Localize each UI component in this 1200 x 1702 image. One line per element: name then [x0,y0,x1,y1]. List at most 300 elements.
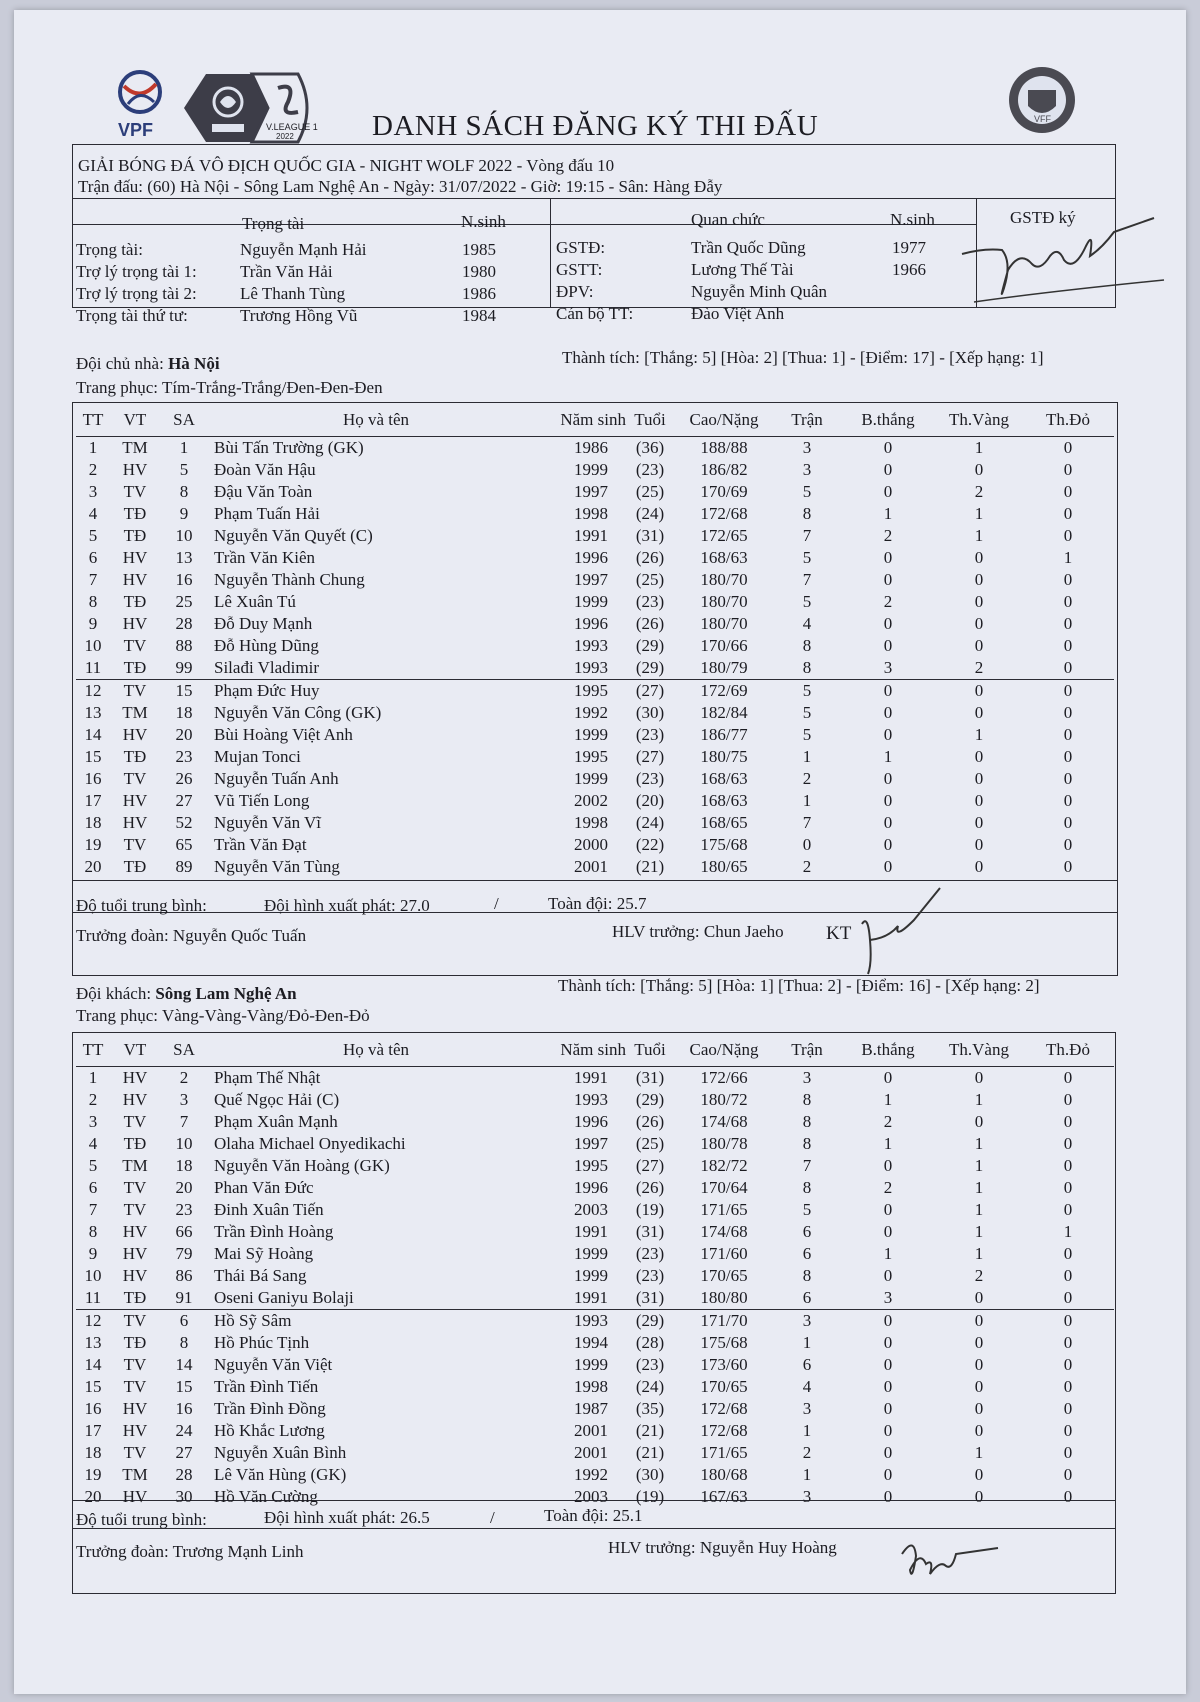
cell-name: Phạm Xuân Mạnh [214,1112,338,1131]
away-avg-all: Toàn đội: 25.1 [544,1506,643,1525]
cell-vt: TV [110,1310,160,1333]
cell-tt: 1 [76,1067,110,1090]
cell-year: 1991 [574,1222,608,1241]
cell-vt: HV [122,1266,148,1285]
cell-hw: 168/65 [700,813,748,832]
cell-name: Bùi Hoàng Việt Anh [214,725,353,744]
cell-vt: HV [110,1067,160,1090]
cell-red: 0 [1022,1310,1114,1333]
cell-tt: 14 [84,725,102,744]
table-row [76,702,1114,724]
cell-yellow: 0 [974,769,984,788]
column-header-vt: VT [123,410,147,429]
cell-vt: HV [122,813,148,832]
away-avg-slash: / [490,1508,495,1527]
cell-sa: 28 [175,1465,193,1484]
officials-col-role: Trọng tài [242,214,305,233]
cell-red: 0 [1063,460,1073,479]
cell-yellow: 0 [974,592,984,611]
cell-red: 0 [1063,526,1073,545]
column-header-goals: B.thắng [861,410,915,429]
cell-yellow: 2 [974,1266,984,1285]
cell-name: Trần Đình Tiến [214,1377,319,1396]
cell-age: (25) [635,1134,665,1153]
cell-year: 1996 [574,1178,608,1197]
cell-matches: 7 [802,813,812,832]
away-kit: Trang phục: Vàng-Vàng-Vàng/Đỏ-Đen-Đỏ [76,1006,370,1025]
cell-name: Bùi Tấn Trường (GK) [208,437,544,460]
cell-age: (29) [635,658,665,677]
cell-yellow: 0 [974,1421,984,1440]
cell-year: 1997 [574,482,608,501]
cell-hw: 180/70 [700,570,748,589]
cell-hw: 182/84 [700,703,748,722]
column-header-hw: Cao/Nặng [689,1040,759,1059]
cell-year: 1994 [574,1333,608,1352]
cell-tt: 12 [76,1310,110,1333]
cell-yellow: 0 [974,1355,984,1374]
cell-sa: 18 [175,703,193,722]
official-right-name: Nguyễn Minh Quân [691,282,827,301]
cell-hw: 170/69 [700,482,748,501]
cell-matches: 3 [774,1310,840,1333]
cell-sa: 52 [175,813,193,832]
cell-goals: 2 [883,1112,893,1131]
cell-year: 2001 [574,1421,608,1440]
cell-red: 0 [1063,1377,1073,1396]
cell-year: 1995 [544,680,626,703]
table-row [76,635,1114,657]
cell-red: 0 [1063,1355,1073,1374]
cell-tt: 9 [88,1244,98,1263]
cell-yellow: 0 [974,791,984,810]
cell-tt: 20 [84,1487,102,1506]
cell-red: 1 [1063,548,1073,567]
table-row [76,746,1114,768]
cell-vt: HV [122,614,148,633]
cell-age: (23) [635,592,665,611]
cell-age: (35) [635,1399,665,1418]
cell-matches: 8 [802,636,812,655]
cell-matches: 0 [802,835,812,854]
cell-vt: TV [123,1112,147,1131]
cell-red: 0 [1063,1244,1073,1263]
official-left-role: Trợ lý trọng tài 1: [76,262,197,281]
table-row [76,591,1114,613]
cell-name: Quế Ngọc Hải (C) [214,1090,340,1109]
cell-age: (21) [635,1421,665,1440]
cell-tt: 14 [84,1355,102,1374]
cell-age: (21) [635,857,665,876]
cell-age: (29) [626,1310,674,1333]
cell-vt: HV [122,1487,148,1506]
cell-vt: TĐ [123,1288,147,1307]
cell-tt: 13 [84,703,102,722]
cell-sa: 99 [175,658,193,677]
cell-red: 0 [1063,791,1073,810]
cell-vt: TV [123,1355,147,1374]
cell-tt: 19 [84,1465,102,1484]
home-avg-slash: / [494,894,499,913]
cell-year: 1998 [574,1377,608,1396]
cell-vt: TĐ [123,658,147,677]
table-row [76,459,1114,481]
cell-yellow: 0 [974,636,984,655]
cell-red: 0 [1063,857,1073,876]
away-avg-start: Đội hình xuất phát: 26.5 [264,1508,430,1527]
official-left-role: Trọng tài: [76,240,143,259]
cell-name: Thái Bá Sang [214,1266,307,1285]
cell-goals: 0 [883,1377,893,1396]
cell-name: Trần Văn Đạt [214,835,307,854]
cell-goals: 0 [883,857,893,876]
cell-hw: 172/68 [700,1421,748,1440]
cell-matches: 1 [802,1465,812,1484]
cell-goals: 0 [883,460,893,479]
official-right-name: Trần Quốc Dũng [691,238,806,257]
cell-year: 2003 [574,1200,608,1219]
cell-yellow: 1 [974,1222,984,1241]
cell-name: Lê Xuân Tú [214,592,296,611]
column-header-year: Năm sinh [560,1040,626,1059]
cell-goals: 0 [840,680,936,703]
column-header-tt: TT [82,1040,104,1059]
cell-sa: 9 [179,504,189,523]
column-header-vt: VT [123,1040,147,1059]
cell-name: Phạm Tuấn Hải [214,504,320,523]
cell-red: 0 [1063,1288,1073,1307]
column-header-age: Tuổi [634,1040,666,1059]
cell-year: 1998 [574,813,608,832]
cell-yellow: 0 [936,1310,1022,1333]
official-right-role: Cán bộ TT: [556,304,634,323]
official-left-name: Trần Văn Hải [240,262,333,281]
cell-red: 0 [1022,437,1114,460]
cell-goals: 0 [883,813,893,832]
cell-matches: 2 [802,857,812,876]
cell-sa: 15 [160,680,208,703]
cell-hw: 171/65 [700,1443,748,1462]
column-header-matches: Trận [791,1040,823,1059]
cell-tt: 18 [84,1443,102,1462]
cell-vt: TV [123,636,147,655]
cell-tt: 16 [84,1399,102,1418]
table-row [76,569,1114,591]
cell-yellow: 0 [936,1067,1022,1090]
cell-sa: 1 [160,437,208,460]
cell-yellow: 0 [974,1465,984,1484]
cell-yellow: 0 [974,1288,984,1307]
cell-hw: 180/70 [700,592,748,611]
cell-yellow: 2 [974,658,984,677]
column-header-sa: SA [173,410,195,429]
home-coach: HLV trưởng: Chun Jaeho [612,922,784,941]
cell-tt: 1 [76,437,110,460]
cell-year: 1995 [574,1156,608,1175]
table-row [76,834,1114,856]
table-row [76,503,1114,525]
cell-goals: 0 [883,614,893,633]
cell-name: Nguyễn Văn Tùng [214,857,340,876]
cell-goals: 0 [883,1421,893,1440]
cell-yellow: 1 [936,437,1022,460]
cell-vt: HV [122,1421,148,1440]
cell-goals: 0 [883,1443,893,1462]
cell-vt: TV [123,1200,147,1219]
cell-red: 0 [1022,1067,1114,1090]
home-avg-all: Toàn đội: 25.7 [548,894,647,913]
cell-sa: 25 [175,592,193,611]
cell-red: 0 [1063,1399,1073,1418]
cell-red: 0 [1063,1200,1073,1219]
cell-name: Phạm Đức Huy [208,680,544,703]
cell-matches: 8 [802,1134,812,1153]
cell-matches: 4 [802,614,812,633]
cell-red: 0 [1063,769,1073,788]
cell-yellow: 1 [974,1134,984,1153]
cell-red: 0 [1063,1178,1073,1197]
cell-goals: 0 [883,791,893,810]
cell-name: Trần Đình Hoàng [214,1222,334,1241]
table-row [76,1199,1114,1221]
cell-red: 0 [1063,1487,1073,1506]
cell-year: 1993 [574,1090,608,1109]
cell-name: Hồ Sỹ Sâm [208,1310,544,1333]
cell-hw: 168/63 [700,769,748,788]
home-coach-signature [858,880,948,980]
cell-hw: 173/60 [700,1355,748,1374]
cell-age: (31) [635,1288,665,1307]
cell-vt: TĐ [123,1134,147,1153]
cell-red: 0 [1063,1156,1073,1175]
cell-name: Đậu Văn Toàn [214,482,313,501]
cell-goals: 0 [840,1310,936,1333]
cell-tt: 15 [84,1377,102,1396]
cell-age: (21) [635,1443,665,1462]
cell-age: (23) [635,1244,665,1263]
cell-name: Đỗ Duy Mạnh [214,614,313,633]
official-right-name: Lương Thế Tài [691,260,794,279]
cell-tt: 3 [88,482,98,501]
cell-matches: 5 [802,548,812,567]
cell-tt: 13 [84,1333,102,1352]
cell-year: 2000 [574,835,608,854]
cell-name: Nguyễn Văn Quyết (C) [214,526,373,545]
cell-sa: 91 [175,1288,193,1307]
cell-tt: 15 [84,747,102,766]
cell-yellow: 1 [974,1090,984,1109]
cell-vt: HV [122,460,148,479]
page-title: DANH SÁCH ĐĂNG KÝ THI ĐẤU [372,110,819,142]
column-header-name: Họ và tên [342,410,410,429]
cell-year: 1999 [574,592,608,611]
cell-hw: 174/68 [700,1112,748,1131]
column-header-year: Năm sinh [560,410,626,429]
cell-sa: 10 [175,1134,193,1153]
cell-age: (23) [635,460,665,479]
cell-sa: 86 [175,1266,193,1285]
cell-hw: 182/72 [700,1156,748,1175]
cell-name: Nguyễn Xuân Bình [214,1443,347,1462]
cell-goals: 1 [883,1090,893,1109]
cell-matches: 8 [802,1090,812,1109]
cell-vt: TĐ [123,857,147,876]
cell-yellow: 2 [974,482,984,501]
cell-name: Đoàn Văn Hậu [214,460,316,479]
cell-age: (23) [635,1266,665,1285]
cell-goals: 0 [883,769,893,788]
table-header-row [76,404,1114,437]
cell-yellow: 0 [974,614,984,633]
cell-vt: HV [122,570,148,589]
cell-red: 0 [1063,504,1073,523]
cell-sa: 26 [175,769,193,788]
cell-age: (27) [626,680,674,703]
cell-tt: 19 [84,835,102,854]
cell-sa: 5 [179,460,189,479]
cell-matches: 5 [774,680,840,703]
cell-goals: 0 [883,548,893,567]
home-manager: Trưởng đoàn: Nguyễn Quốc Tuấn [76,926,307,945]
table-row [76,1089,1114,1111]
cell-hw: 175/68 [700,1333,748,1352]
cell-yellow: 0 [974,747,984,766]
cell-matches: 3 [802,1399,812,1418]
table-row [76,481,1114,503]
cell-sa: 79 [175,1244,193,1263]
table-row [76,547,1114,569]
cell-sa: 20 [175,1178,193,1197]
cell-vt: HV [122,1244,148,1263]
table-row [76,768,1114,790]
cell-goals: 0 [883,636,893,655]
table-row [76,1111,1114,1133]
cell-yellow: 0 [974,857,984,876]
cell-goals: 1 [883,1244,893,1263]
cell-year: 1987 [574,1399,608,1418]
cell-vt: TĐ [123,504,147,523]
cell-goals: 0 [883,1222,893,1241]
cell-vt: TĐ [123,526,147,545]
cell-year: 1999 [574,769,608,788]
cell-tt: 2 [88,1090,98,1109]
cell-tt: 18 [84,813,102,832]
cell-sa: 65 [175,835,193,854]
table-row [76,1067,1114,1090]
cell-red: 0 [1063,1112,1073,1131]
cell-yellow: 1 [974,1200,984,1219]
cell-hw: 171/70 [674,1310,774,1333]
home-coach-note: KT [826,923,852,944]
cell-goals: 0 [883,1266,893,1285]
cell-sa: 27 [175,1443,193,1462]
cell-sa: 15 [175,1377,193,1396]
away-avg-label: Độ tuổi trung bình: [76,1510,207,1529]
table-row [76,1464,1114,1486]
vpf-logo: VPF [114,68,166,146]
cell-tt: 4 [88,1134,98,1153]
cell-goals: 0 [883,1156,893,1175]
cell-year: 1992 [574,1465,608,1484]
cell-name: Phạm Thế Nhật [208,1067,544,1090]
cell-red: 0 [1063,482,1073,501]
cell-age: (24) [635,1377,665,1396]
cell-tt: 8 [88,1222,98,1241]
cell-tt: 6 [88,1178,98,1197]
cell-red: 0 [1063,570,1073,589]
cell-goals: 2 [883,1178,893,1197]
cell-vt: TV [123,1377,147,1396]
cell-hw: 170/64 [700,1178,748,1197]
officials-col-role2: Quan chức [691,210,765,229]
cell-sa: 24 [175,1421,193,1440]
cell-name: Nguyễn Văn Việt [214,1355,333,1374]
cell-age: (24) [635,813,665,832]
cell-red: 0 [1063,1090,1073,1109]
away-coach-signature [894,1530,1004,1590]
cell-red: 0 [1063,592,1073,611]
cell-age: (31) [635,526,665,545]
cell-matches: 8 [802,1178,812,1197]
table-row [76,856,1114,878]
cell-vt: TĐ [123,1333,147,1352]
cell-tt: 12 [76,680,110,703]
cell-yellow: 0 [974,835,984,854]
cell-tt: 16 [84,769,102,788]
cell-age: (26) [635,1112,665,1131]
cell-sa: 18 [175,1156,193,1175]
cell-yellow: 1 [974,1443,984,1462]
cell-sa: 27 [175,791,193,810]
cell-tt: 10 [84,636,102,655]
vff-logo: VFF [1006,62,1078,140]
cell-name: Nguyễn Văn Công (GK) [214,703,382,722]
cell-year: 2001 [574,1443,608,1462]
cell-age: (25) [635,482,665,501]
column-header-name: Họ và tên [342,1040,410,1059]
cell-vt: HV [122,1222,148,1241]
cell-sa: 3 [179,1090,189,1109]
cell-year: 1996 [574,1112,608,1131]
cell-hw: 172/66 [674,1067,774,1090]
table-row [76,1486,1114,1508]
cell-name: Silađi Vladimir [214,658,319,677]
cell-vt: HV [122,791,148,810]
cell-year: 1996 [574,614,608,633]
official-left-year: 1980 [462,262,496,281]
official-left-role: Trợ lý trọng tài 2: [76,284,197,303]
cell-age: (19) [635,1487,665,1506]
official-right-year: 1966 [892,260,926,279]
cell-tt: 20 [84,857,102,876]
cell-hw: 167/63 [700,1487,748,1506]
cell-tt: 2 [88,460,98,479]
official-left-year: 1986 [462,284,496,303]
cell-yellow: 0 [974,548,984,567]
cell-tt: 4 [88,504,98,523]
cell-red: 0 [1063,1421,1073,1440]
cell-vt: TV [110,680,160,703]
cell-name: Phan Văn Đức [214,1178,314,1197]
cell-year: 1992 [574,703,608,722]
cell-red: 0 [1063,703,1073,722]
cell-age: (27) [635,747,665,766]
table-row [76,1243,1114,1265]
cell-year: 1991 [544,1067,626,1090]
match-line: Trận đấu: (60) Hà Nội - Sông Lam Nghệ An - Ngày: 31/07/2022 - Giờ: 19:15 - Sân: Hàng Đẫy [78,177,723,196]
cell-hw: 180/70 [700,614,748,633]
cell-yellow: 0 [936,680,1022,703]
